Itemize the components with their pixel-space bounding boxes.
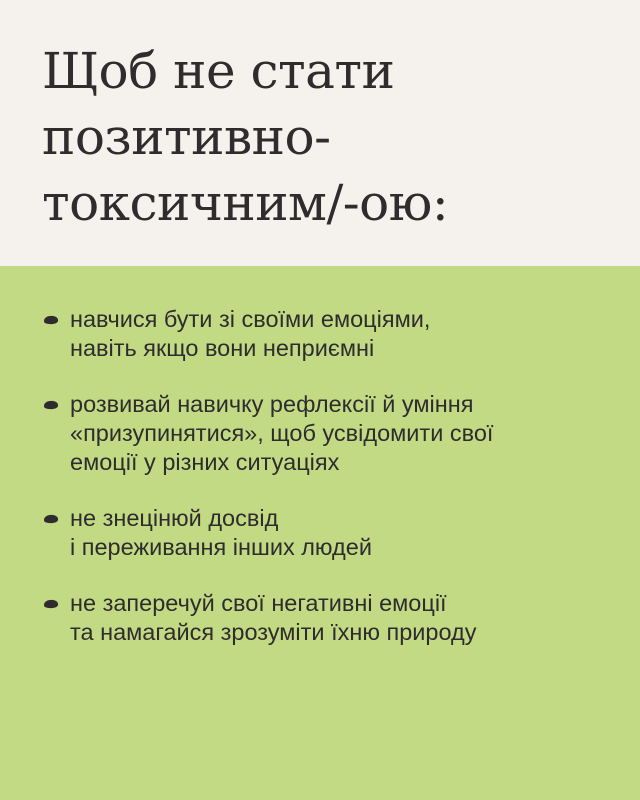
list-item	[42, 504, 612, 562]
list-item-line: і переживання інших людей	[70, 534, 372, 560]
list-item-text	[70, 305, 612, 363]
list-item-text	[70, 589, 612, 647]
brush-dot-icon	[43, 599, 59, 609]
title-line: Щоб не стати	[42, 42, 395, 100]
list-item	[42, 305, 612, 363]
list-item-line: не заперечуй свої негативні емоції	[70, 590, 447, 616]
list-item-line: емоції у різних ситуаціях	[70, 449, 340, 475]
list-item-line: не знецінюй досвід	[70, 505, 279, 531]
page-title	[42, 38, 448, 236]
tips-list	[42, 305, 612, 674]
brush-dot-icon	[43, 514, 59, 524]
list-item-line: навчися бути зі своїми емоціями,	[70, 306, 431, 332]
torn-paper-edge	[0, 252, 640, 276]
list-item-line: розвивай навичку рефлексії й уміння	[70, 391, 474, 417]
brush-dot-icon	[43, 400, 59, 410]
list-item	[42, 589, 612, 647]
list-item-line: та намагайся зрозуміти їхню природу	[70, 619, 477, 645]
list-item-line: навіть якщо вони неприємні	[70, 335, 375, 361]
brush-dot-icon	[43, 315, 59, 325]
list-item-text	[70, 390, 612, 477]
list-item-text	[70, 504, 612, 562]
list-item	[42, 390, 612, 477]
title-line: позитивно-	[42, 108, 331, 166]
title-line: токсичним/-ою:	[42, 174, 449, 232]
list-item-line: «призупинятися», щоб усвідомити свої	[70, 420, 494, 446]
